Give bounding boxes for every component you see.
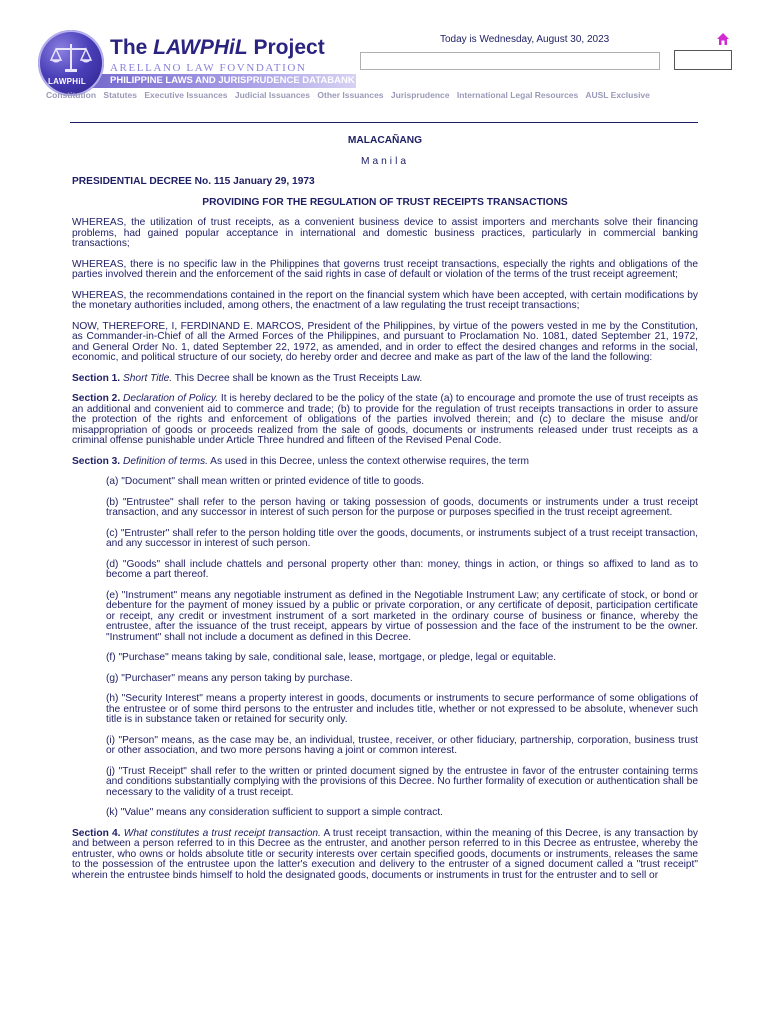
section-2 bbox=[72, 394, 698, 447]
logo-emblem bbox=[38, 30, 104, 96]
section-1-text: This Decree shall be known as the Trust Receipts Law. bbox=[172, 372, 423, 384]
definition-goods: (d) "Goods" shall include chattels and personal property other than: money, things in action, or things so affixed to land as to become a part thereof. bbox=[106, 558, 698, 580]
logo-title bbox=[110, 36, 325, 60]
whereas-clause-1: WHEREAS, the utilization of trust receipts, as a convenient business device to assist importers and merchants solve their financing problems, had gained popular acceptance in international and domestic business practices, particularly in commercial banking transactions; bbox=[72, 217, 698, 249]
decree-title: PRESIDENTIAL DECREE No. 115 January 29, 1973 bbox=[72, 176, 315, 187]
logo-band: PHILIPPINE LAWS AND JURISPRUDENCE DATABANK bbox=[66, 74, 356, 88]
logo-title-suffix: Project bbox=[247, 36, 325, 59]
section-1 bbox=[72, 374, 698, 385]
nav-ausl-exclusive[interactable]: AUSL Exclusive bbox=[585, 90, 650, 100]
logo-title-prefix: The bbox=[110, 36, 154, 59]
enacting-clause: NOW, THEREFORE, I, FERDINAND E. MARCOS, President of the Philippines, by virtue of the powers vested in me by the Constitution, as Commander-in-Chief of all the Armed Forces of the Philippines, and pursuant to Proclamation No. 1081, dated September 21, 1972, and General Order No. 1, dated September 22, 1972, as amended, and in order to effect the desired changes and reforms in the social, economic, and political structure of our society, do hereby order and decree and make as part of the law of the land the following: bbox=[72, 320, 698, 363]
nav-executive-issuances[interactable]: Executive Issuances bbox=[144, 90, 228, 100]
home-icon[interactable] bbox=[716, 32, 730, 46]
section-2-label: Section 2. bbox=[72, 393, 121, 404]
main-nav bbox=[46, 90, 655, 100]
definition-purchase: (f) "Purchase" means taking by sale, conditional sale, lease, mortgage, or pledge, legal or equitable. bbox=[106, 652, 557, 663]
definition-purchaser: (g) "Purchaser" means any person taking by purchase. bbox=[106, 672, 353, 684]
nav-international-legal-resources[interactable]: International Legal Resources bbox=[456, 90, 579, 100]
section-1-label: Section 1. bbox=[72, 372, 121, 384]
logo-emblem-label: LAWPHiL bbox=[48, 77, 87, 86]
section-4-label: Section 4. bbox=[72, 827, 121, 839]
site-header bbox=[0, 0, 768, 110]
issuing-city: Manila bbox=[360, 155, 409, 167]
nav-statutes[interactable]: Statutes bbox=[103, 90, 137, 100]
logo-subtitle: ARELLANO LAW FOVNDATION bbox=[110, 62, 307, 74]
definition-document: (a) "Document" shall mean written or printed evidence of title to goods. bbox=[106, 476, 425, 487]
section-3-text: As used in this Decree, unless the context otherwise requires, the term bbox=[207, 455, 529, 467]
section-4-text: A trust receipt transaction, within the meaning of this Decree, is any transaction by and between a person referred to in this Decree as the entruster, and another person referred to in this Decree as entrustee, whereby the entruster, who owns or holds absolute title or security interests over certain specified goods, documents or instruments, releases the same to the possession of the entrustee upon the latter's execution and delivery to the entruster of a signed document called a "trust receipt" wherein the entrustee binds himself to hold the designated goods, documents or instruments in trust for the entruster and to sell or bbox=[72, 827, 698, 881]
header-divider bbox=[70, 122, 698, 123]
issuing-office: MALACAÑANG bbox=[347, 135, 423, 146]
whereas-clause-3: WHEREAS, the recommendations contained in the report on the financial system which have been accepted, with certain modifications by the monetary authorities included, among others, the enactment of a law regulating the trust receipt transactions; bbox=[72, 289, 698, 311]
definition-value: (k) "Value" means any consideration sufficient to support a simple contract. bbox=[106, 807, 443, 818]
definition-instrument: (e) "Instrument" means any negotiable instrument as defined in the Negotiable Instrument Law; any certificate of stock, or bond or debenture for the payment of money issued by a public or private corporation, or any certificate of deposit, participation certificate or receipt, any credit or investment instrument of a sort marketed in the ordinary course of business or finance, whereby the entrustee, after the issuance of the trust receipt, appears by virtue of possession and the face of the instrument to be the owner. "Instrument" shall not include a document as defined in this Decree. bbox=[106, 589, 698, 643]
nav-jurisprudence[interactable]: Jurisprudence bbox=[390, 90, 450, 100]
section-3-heading: Definition of terms. bbox=[122, 455, 208, 467]
nav-constitution[interactable]: Constitution bbox=[46, 90, 97, 100]
decree-document bbox=[72, 136, 698, 891]
section-2-text: It is hereby declared to be the policy of the state (a) to encourage and promote the use of trust receipts as an additional and convenient aid to commerce and trade; (b) to provide for the regulation of trust receipts transactions in order to assure the protection of the rights and enforcement of obligations of the parties involved therein; and (c) to declare the misuse and/or misappropriation of goods or proceeds realized from the sale of goods, documents or instruments released under trust receipts as a criminal offense punishable under Article Three hundred and fifteen of the Revised Penal Code. bbox=[72, 393, 698, 446]
definition-security-interest: (h) "Security Interest" means a property interest in goods, documents or instruments to secure performance of some obligations of the entrustee or of some third persons to the entruster and includes title, whether or not expressed to be absolute, whenever such title is in substance taken or retained for security only. bbox=[106, 693, 698, 725]
section-3 bbox=[72, 457, 698, 468]
section-3-label: Section 3. bbox=[72, 455, 121, 467]
nav-judicial-issuances[interactable]: Judicial Issuances bbox=[234, 90, 311, 100]
lawphil-logo[interactable] bbox=[38, 30, 358, 90]
search-input[interactable] bbox=[360, 52, 660, 70]
definition-entruster: (c) "Entruster" shall refer to the person holding title over the goods, documents, or instruments subject of a trust receipt transaction, and any successor in interest of such person. bbox=[106, 527, 698, 549]
definition-trust-receipt: (j) "Trust Receipt" shall refer to the written or printed document signed by the entrustee in favor of the entruster containing terms and conditions substantially complying with the provisions of this Decree. No further formality of execution or authentication shall be necessary to the validity of a trust receipt. bbox=[106, 765, 698, 798]
scales-icon bbox=[50, 40, 92, 74]
nav-other-issuances[interactable]: Other Issuances bbox=[317, 90, 384, 100]
decree-subject: PROVIDING FOR THE REGULATION OF TRUST RECEIPTS TRANSACTIONS bbox=[202, 196, 568, 208]
section-4-heading: What constitutes a trust receipt transaction. bbox=[123, 827, 321, 839]
definition-person: (i) "Person" means, as the case may be, an individual, trustee, receiver, or other fiduciary, partnership, corporation, business trust or other association, and two more persons having a joint or common interest. bbox=[106, 734, 698, 756]
whereas-clause-2: WHEREAS, there is no specific law in the Philippines that governs trust receipt transactions, especially the rights and obligations of the parties involved therein and the enforcement of the said rights in case of default or violation of the terms of the trust receipt agreement; bbox=[72, 258, 698, 280]
section-4 bbox=[72, 829, 698, 882]
logo-title-strong: LAWPHiL bbox=[153, 36, 248, 59]
definition-entrustee: (b) "Entrustee" shall refer to the person having or taking possession of goods, documents or instruments under a trust receipt transaction, and any successor in interest of such person for the purpose or purposes specified in the trust receipt agreement. bbox=[106, 496, 698, 518]
section-2-heading: Declaration of Policy. bbox=[123, 393, 219, 404]
search-button[interactable] bbox=[674, 50, 732, 70]
section-1-heading: Short Title. bbox=[122, 372, 173, 384]
current-date: Today is Wednesday, August 30, 2023 bbox=[440, 34, 610, 45]
